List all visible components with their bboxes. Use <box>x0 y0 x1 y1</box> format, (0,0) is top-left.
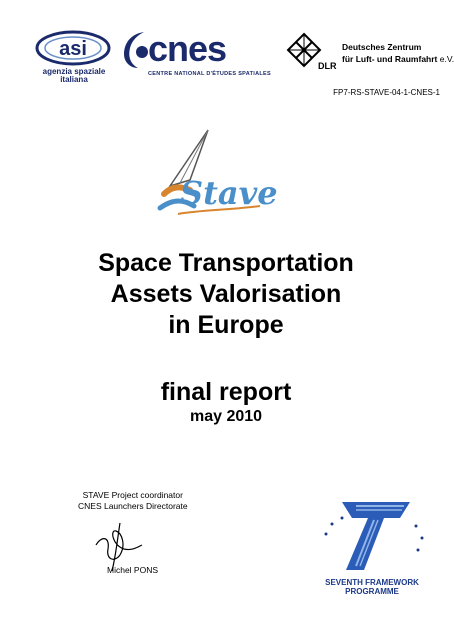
fp7-emblem-icon <box>312 498 432 573</box>
coordinator-block <box>78 490 188 512</box>
cnes-emblem-icon <box>120 30 150 70</box>
main-title <box>0 248 452 341</box>
title-line-3: in Europe <box>168 311 284 339</box>
coordinator-role-line1: STAVE Project coordinator <box>82 490 183 500</box>
dlr-name-line1: Deutsches Zentrum <box>342 42 422 52</box>
asi-line2: italiana <box>60 75 88 84</box>
asi-logo <box>33 28 113 86</box>
dlr-name-suffix: e.V. <box>439 54 454 64</box>
title-line-1: Space Transportation <box>98 249 354 277</box>
asi-mark: asi <box>59 38 87 60</box>
dlr-logo <box>280 30 454 80</box>
report-type: final report <box>160 378 292 406</box>
document-reference: FP7-RS-STAVE-04-1-CNES-1 <box>333 88 440 97</box>
dlr-name-line2 <box>342 54 454 64</box>
fp7-line1: SEVENTH FRAMEWORK <box>325 578 419 587</box>
fp7-logo <box>312 498 432 598</box>
fp7-line2: PROGRAMME <box>345 587 399 596</box>
coordinator-name: Michel PONS <box>107 565 159 575</box>
asi-line1: agenzia spaziale <box>42 67 106 76</box>
title-line-2: Assets Valorisation <box>110 280 342 308</box>
dlr-abbr: DLR <box>318 61 337 71</box>
cnes-word: cnes <box>148 28 227 69</box>
dlr-name-line2-text: für Luft- und Raumfahrt <box>342 54 438 64</box>
stave-logo <box>150 128 278 223</box>
report-date: may 2010 <box>189 408 263 425</box>
stave-word: Stave <box>180 174 278 212</box>
cnes-logo <box>120 30 270 82</box>
coordinator-role-line2: CNES Launchers Directorate <box>78 501 188 511</box>
cnes-subtitle: CENTRE NATIONAL D'ÉTUDES SPATIALES <box>148 71 271 77</box>
